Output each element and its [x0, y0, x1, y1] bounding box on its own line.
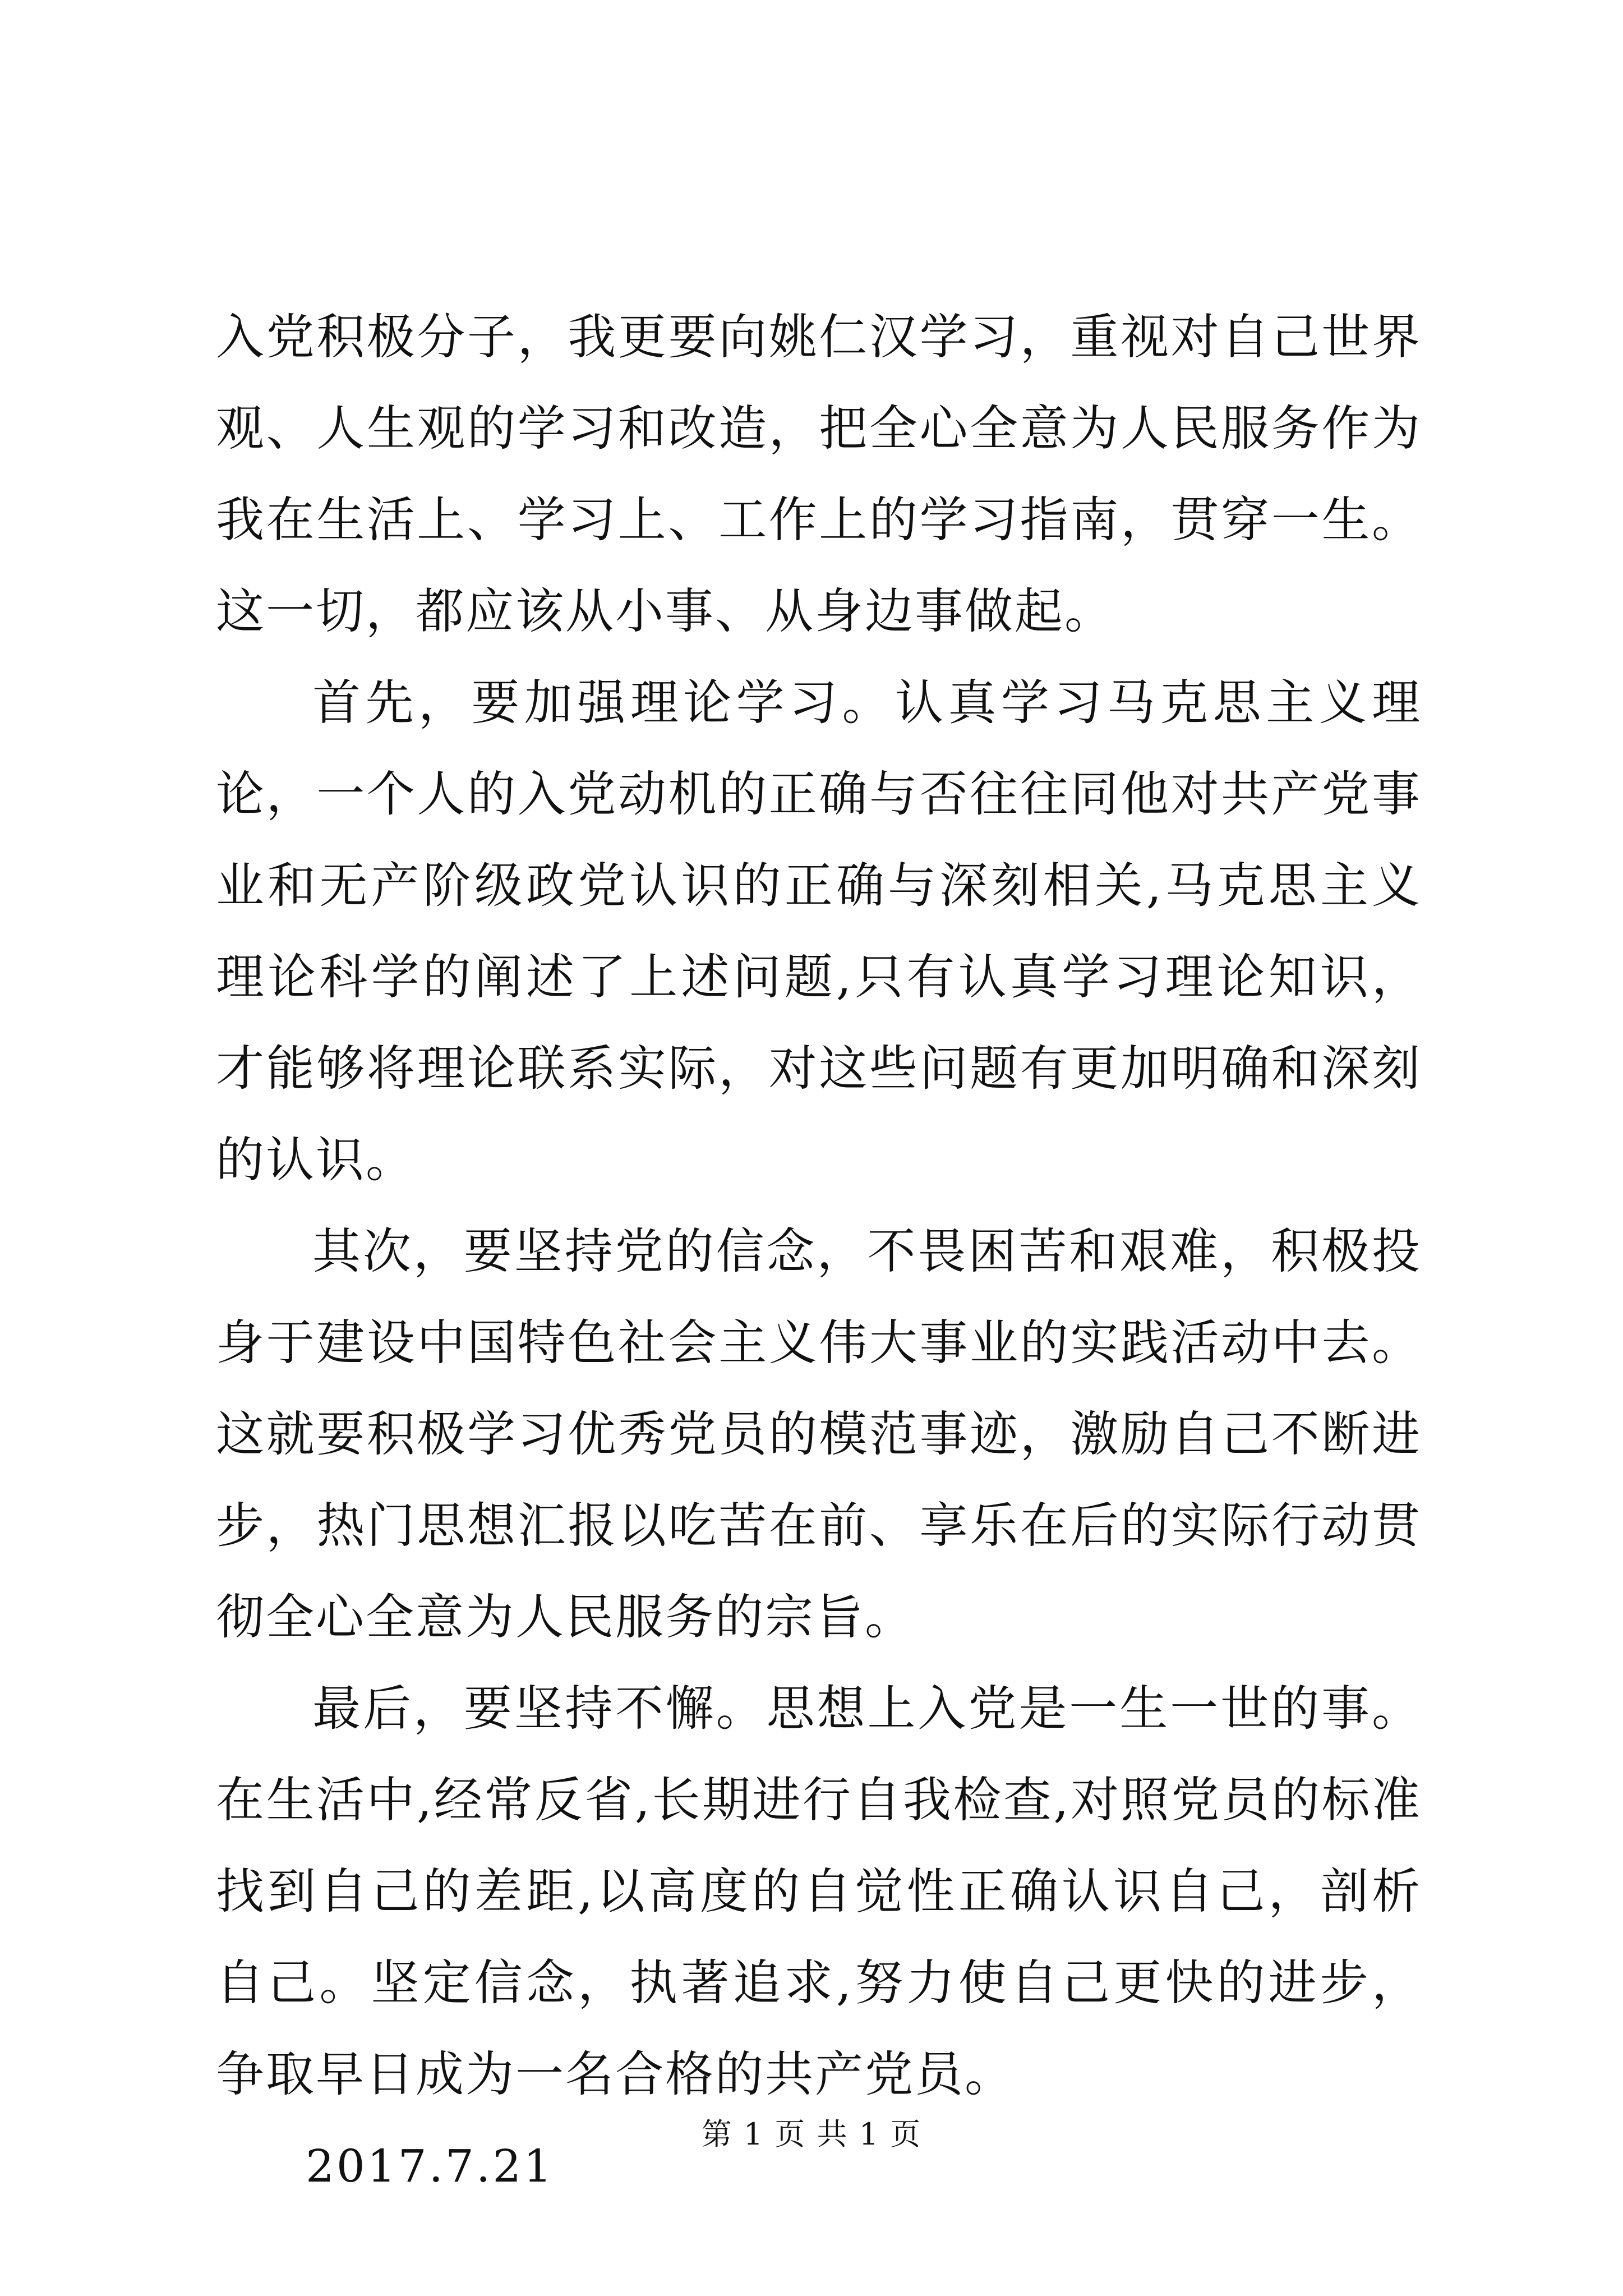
paragraph-2: 首先，要加强理论学习。认真学习马克思主义理论，一个人的入党动机的正确与否往往同他对共产党事业和无产阶级政党认识的正确与深刻相关,马克思主义理论科学的阐述了上述问题,只有认真学习理论知识，才能够将理论联系实际，对这些问题有更加明确和深刻的认识。: [216, 675, 1422, 1188]
document-date: 2017.7.21: [306, 2140, 555, 2192]
paragraph-4: 最后，要坚持不懈。思想上入党是一生一世的事。在生活中,经常反省,长期进行自我检查,对照党员的标准找到自己的差距,以高度的自觉性正确认识自己，剖析自己。坚定信念，执著追求,努力使自己更快的进步，争取早日成为一名合格的共产党员。: [216, 1681, 1422, 2102]
paragraph-1: 入党积极分子，我更要向姚仁汉学习，重视对自己世界观、人生观的学习和改造，把全心全意为人民服务作为我在生活上、学习上、工作上的学习指南，贯穿一生。这一切，都应该从小事、从身边事做起。: [216, 309, 1422, 639]
paragraph-3: 其次，要坚持党的信念，不畏困苦和艰难，积极投身于建设中国特色社会主义伟大事业的实践活动中去。这就要积极学习优秀党员的模范事迹，激励自己不断进步，热门思想汇报以吃苦在前、享乐在后的实际行动贯彻全心全意为人民服务的宗旨。: [216, 1223, 1422, 1645]
document-body: [216, 292, 1422, 2212]
page-number-footer: 第 1 页 共 1 页: [701, 2116, 922, 2152]
